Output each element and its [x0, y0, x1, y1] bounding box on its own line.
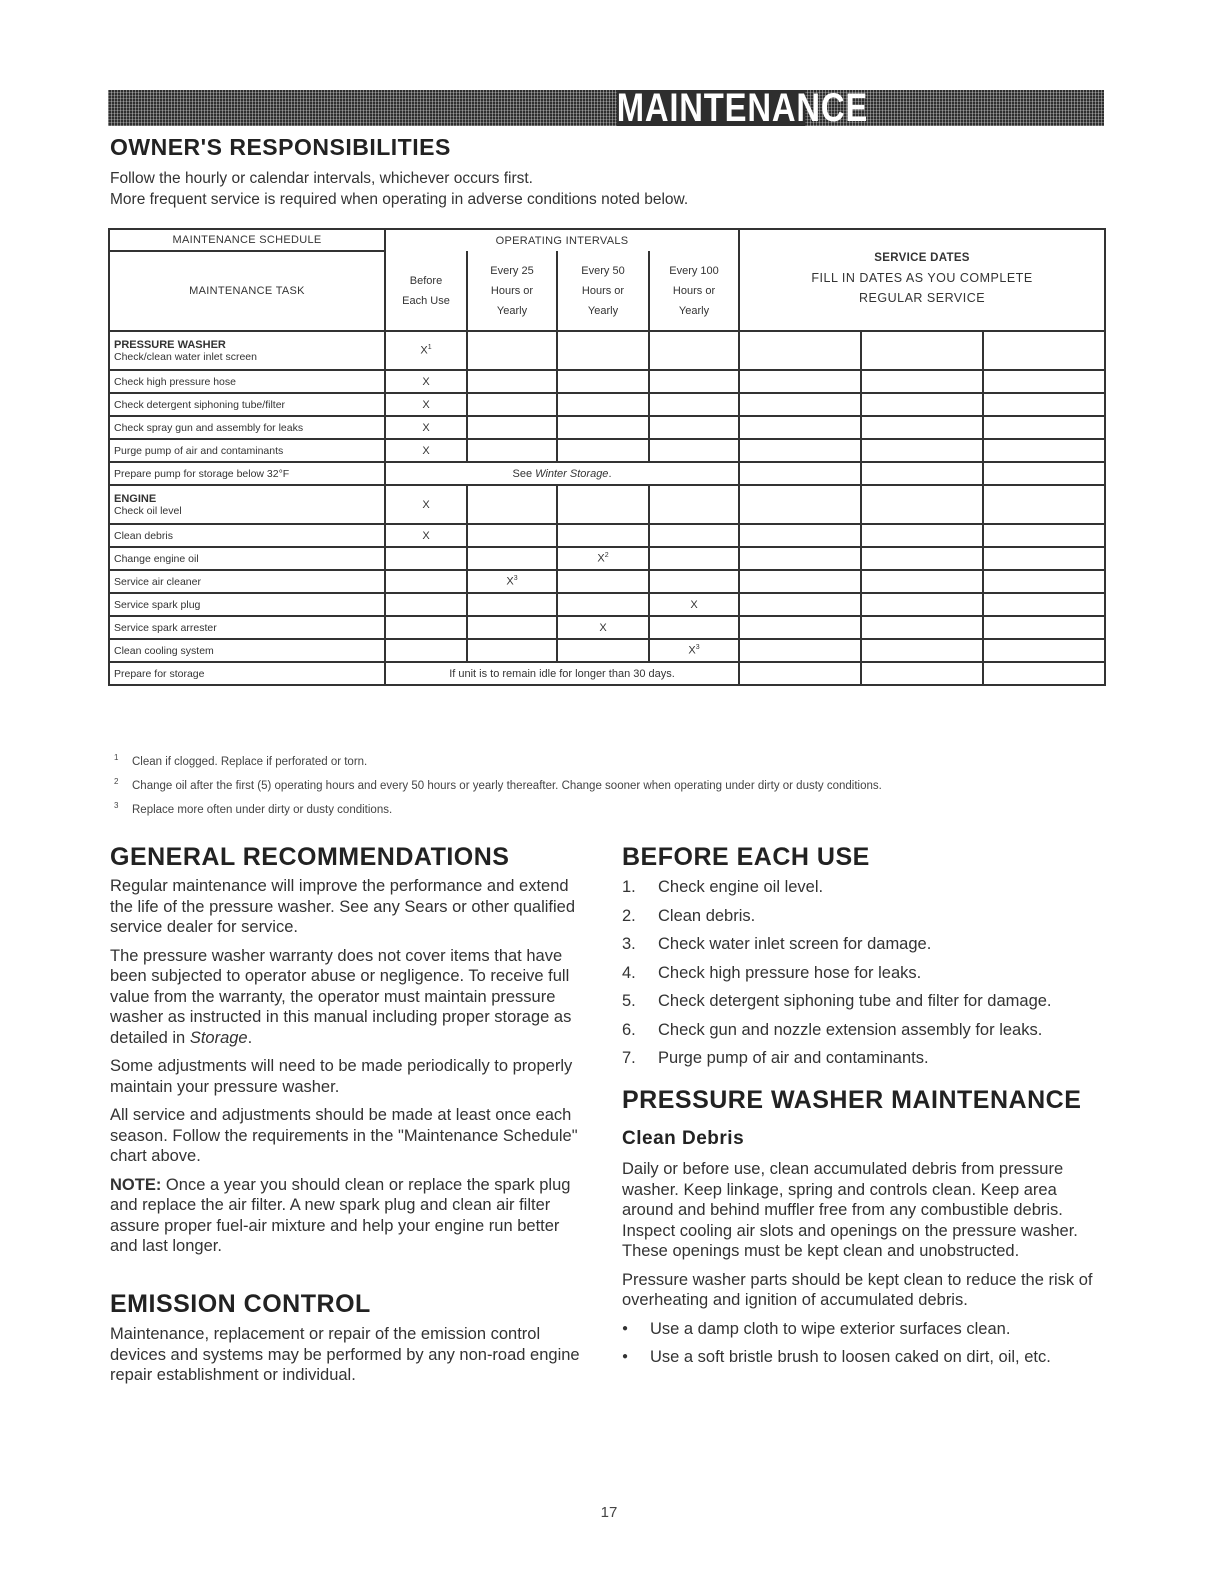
service-date-cell[interactable]: [983, 370, 1105, 393]
service-date-cell[interactable]: [861, 570, 983, 593]
interval-cell: [557, 639, 649, 662]
service-date-cell[interactable]: [739, 662, 861, 685]
step-number: 7.: [622, 1049, 636, 1067]
service-date-cell[interactable]: [861, 462, 983, 485]
service-date-cell[interactable]: [861, 331, 983, 370]
service-date-cell[interactable]: [861, 547, 983, 570]
task-cell: [109, 524, 385, 547]
interval-mark: X: [599, 621, 607, 634]
general-section: [110, 876, 590, 1265]
step-item: [622, 1020, 1122, 1049]
winter-storage-reference: Winter Storage: [535, 467, 609, 480]
step-text: Check gun and nozzle extension assembly for leaks.: [658, 1020, 1043, 1039]
general-paragraph: All service and adjustments should be made at least once each season. Follow the requirements in the "Maintenance Schedule" chart above.: [110, 1106, 578, 1165]
pwm-section: [622, 1159, 1108, 1375]
interval-cell: [385, 416, 467, 439]
interval-cell: [649, 370, 739, 393]
step-number: 2.: [622, 906, 636, 925]
step-text: Check detergent siphoning tube and filter for damage.: [658, 992, 1052, 1010]
task-label: Clean cooling system: [114, 644, 214, 657]
step-item: [622, 963, 1122, 992]
service-date-cell[interactable]: [861, 524, 983, 547]
footnote-text: Clean if clogged. Replace if perforated or torn.: [132, 756, 368, 768]
pwm-paragraph: Daily or before use, clean accumulated debris from pressure washer. Keep linkage, spring and controls clean. Keep area around and behind muffler free from any combustible debris. Inspect cooling air slots and openings on the pressure washer. These openings must be kept clean and unobstructed.: [622, 1160, 1078, 1260]
interval-cell: [557, 547, 649, 570]
task-label: Check detergent siphoning tube/filter: [114, 398, 286, 411]
step-item: [622, 877, 1122, 906]
footnote: [108, 798, 882, 822]
footnote-text: Change oil after the first (5) operating hours and every 50 hours or yearly thereafter. Change sooner when operating under dirty or dusty conditions.: [132, 780, 882, 792]
interval-cell: [467, 331, 557, 370]
step-text: Check water inlet screen for damage.: [658, 935, 932, 953]
hdr-task: MAINTENANCE TASK: [109, 251, 385, 331]
interval-cell: [649, 547, 739, 570]
bullet-item: [622, 1347, 1108, 1375]
interval-cell: [385, 439, 467, 462]
task-cell: [109, 547, 385, 570]
general-heading: GENERAL RECOMMENDATIONS: [110, 843, 510, 871]
task-cell: [109, 662, 385, 685]
service-date-cell[interactable]: [739, 547, 861, 570]
service-date-cell[interactable]: [739, 524, 861, 547]
task-cell: [109, 485, 385, 524]
interval-cell: [649, 331, 739, 370]
step-number: 3.: [622, 935, 636, 953]
interval-cell: [385, 639, 467, 662]
step-text: Check engine oil level.: [658, 878, 824, 896]
service-date-cell[interactable]: [739, 485, 861, 524]
service-date-cell[interactable]: [739, 370, 861, 393]
step-number: 6.: [622, 1020, 636, 1039]
interval-cell: [467, 416, 557, 439]
schedule-row: [109, 524, 1105, 547]
interval-cell: [467, 439, 557, 462]
service-date-cell[interactable]: [983, 662, 1105, 685]
task-cell: [109, 593, 385, 616]
service-date-cell[interactable]: [983, 331, 1105, 370]
service-date-cell[interactable]: [739, 616, 861, 639]
interval-cell: [649, 524, 739, 547]
schedule-body: [109, 331, 1105, 685]
interval-cell: [385, 331, 467, 370]
hdr-interval-50: [557, 251, 649, 331]
hdr-interval-100: [649, 251, 739, 331]
service-date-cell[interactable]: [739, 331, 861, 370]
hdr-interval-line: Before: [409, 274, 443, 287]
interval-note: [385, 462, 739, 485]
schedule-row: [109, 616, 1105, 639]
interval-cell: [467, 547, 557, 570]
service-date-cell[interactable]: [983, 416, 1105, 439]
task-cell: [109, 570, 385, 593]
task-cell: [109, 616, 385, 639]
task-label: Service air cleaner: [114, 575, 201, 588]
task-cell: [109, 331, 385, 370]
hdr-interval-line: Hours or: [581, 284, 625, 297]
interval-cell: [649, 439, 739, 462]
emission-text: Maintenance, replacement or repair of the emission control devices and systems may be performed by any non-road engine repair establishment or individual.: [110, 1325, 580, 1384]
service-date-cell[interactable]: [983, 547, 1105, 570]
task-label: Prepare for storage: [114, 667, 205, 680]
service-date-cell[interactable]: [739, 393, 861, 416]
footnote-number: 3: [114, 801, 119, 810]
service-date-cell[interactable]: [861, 616, 983, 639]
note-label: NOTE:: [110, 1175, 162, 1194]
interval-cell: [649, 485, 739, 524]
hdr-interval-line: Hours or: [672, 284, 716, 297]
task-cell: [109, 393, 385, 416]
task-label: Clean debris: [114, 529, 173, 542]
hdr-interval-line: Yearly: [587, 304, 619, 317]
general-paragraph: [110, 946, 590, 1049]
interval-mark: X: [688, 644, 696, 657]
interval-cell: [467, 639, 557, 662]
service-date-cell[interactable]: [983, 593, 1105, 616]
schedule-row: [109, 370, 1105, 393]
service-date-cell[interactable]: [983, 639, 1105, 662]
task-cell: [109, 462, 385, 485]
interval-cell: [385, 547, 467, 570]
footnote: [108, 750, 882, 774]
task-label: Check spray gun and assembly for leaks: [114, 421, 304, 434]
interval-cell: [557, 593, 649, 616]
footnote-ref: 3: [695, 644, 700, 652]
hdr-interval-line: Yearly: [678, 304, 710, 317]
service-date-cell[interactable]: [861, 593, 983, 616]
step-text: Check high pressure hose for leaks.: [658, 963, 922, 982]
interval-cell: [557, 616, 649, 639]
note-text: Once a year you should clean or replace the spark plug and replace the air filter. A new spark plug and clean air filter assure proper fuel-air mixture and help your engine run better and last longer.: [110, 1175, 571, 1255]
interval-cell: [385, 393, 467, 416]
hdr-service-sub1: FILL IN DATES AS YOU COMPLETE: [811, 271, 1033, 285]
hdr-interval-line: Every 25: [490, 264, 534, 277]
bullet-text: Use a damp cloth to wipe exterior surfaces clean.: [650, 1319, 1011, 1338]
step-item: [622, 991, 1122, 1020]
interval-cell: [467, 524, 557, 547]
interval-cell: [385, 485, 467, 524]
step-item: [622, 934, 1122, 963]
note-text: If unit is to remain idle for longer than 30 days.: [449, 667, 675, 680]
interval-cell: [467, 570, 557, 593]
hdr-interval-line: Hours or: [490, 284, 534, 297]
task-cell: [109, 439, 385, 462]
interval-cell: [649, 639, 739, 662]
schedule-row: [109, 639, 1105, 662]
task-label: Service spark arrester: [114, 621, 217, 634]
hdr-intervals: OPERATING INTERVALS: [385, 229, 739, 251]
text-run: The pressure washer warranty does not cover items that have been subjected to operator abuse or negligence. To receive full value from the warranty, the operator must maintain pressure washer as instructed in this manual including proper storage as detailed in: [110, 946, 572, 1047]
before-section: [622, 877, 1122, 1077]
bullet-icon: ●: [622, 1350, 629, 1362]
owners-intro: [110, 168, 688, 210]
hdr-interval-before: [385, 251, 467, 331]
service-date-cell[interactable]: [983, 462, 1105, 485]
service-date-cell[interactable]: [983, 524, 1105, 547]
interval-mark: X: [422, 398, 430, 411]
interval-mark: X: [690, 598, 698, 611]
interval-mark: X: [597, 552, 605, 565]
service-date-cell[interactable]: [861, 393, 983, 416]
schedule-row: [109, 485, 1105, 524]
interval-cell: [385, 524, 467, 547]
service-date-cell[interactable]: [983, 439, 1105, 462]
hdr-service-dates: [739, 229, 1105, 331]
interval-cell: [385, 593, 467, 616]
interval-cell: [649, 570, 739, 593]
before-steps-list: [622, 877, 1122, 1077]
text-run: .: [247, 1028, 253, 1047]
interval-cell: [557, 524, 649, 547]
general-paragraph: Some adjustments will need to be made periodically to properly maintain your pressure washer.: [110, 1057, 573, 1096]
pwm-bullets: [622, 1319, 1108, 1375]
footnote-number: 2: [114, 777, 119, 786]
service-date-cell[interactable]: [983, 570, 1105, 593]
interval-cell: [557, 570, 649, 593]
service-date-cell[interactable]: [739, 570, 861, 593]
task-cell: [109, 639, 385, 662]
schedule-row: [109, 570, 1105, 593]
service-date-cell[interactable]: [739, 416, 861, 439]
before-heading: BEFORE EACH USE: [622, 843, 870, 871]
service-date-cell[interactable]: [739, 462, 861, 485]
hdr-interval-25: [467, 251, 557, 331]
schedule-row: [109, 593, 1105, 616]
service-date-cell[interactable]: [739, 439, 861, 462]
hdr-schedule: MAINTENANCE SCHEDULE: [109, 229, 385, 251]
schedule-row: [109, 439, 1105, 462]
interval-cell: [467, 393, 557, 416]
clean-debris-subheading: Clean Debris: [622, 1128, 745, 1149]
task-label: Check oil level: [114, 504, 182, 517]
general-paragraph: Regular maintenance will improve the performance and extend the life of the pressure washer. See any Sears or other qualified service dealer for service.: [110, 877, 576, 936]
owners-line: More frequent service is required when operating in adverse conditions noted below.: [110, 191, 689, 208]
step-item: [622, 906, 1122, 935]
task-cell: [109, 370, 385, 393]
step-number: 1.: [622, 878, 636, 896]
pwm-paragraph: Pressure washer parts should be kept clean to reduce the risk of overheating and ignition of accumulated debris.: [622, 1270, 1093, 1309]
service-date-cell[interactable]: [861, 485, 983, 524]
interval-mark: X: [422, 421, 430, 434]
footnote: [108, 774, 882, 798]
task-label: Check/clean water inlet screen: [114, 350, 257, 363]
bullet-item: [622, 1319, 1108, 1347]
interval-cell: [649, 393, 739, 416]
interval-mark: X: [420, 344, 428, 357]
service-date-cell[interactable]: [861, 439, 983, 462]
step-text: Clean debris.: [658, 906, 756, 925]
owners-line: Follow the hourly or calendar intervals, whichever occurs first.: [110, 170, 533, 187]
owners-heading: OWNER'S RESPONSIBILITIES: [110, 134, 451, 160]
service-date-cell[interactable]: [861, 639, 983, 662]
service-date-cell[interactable]: [861, 370, 983, 393]
interval-cell: [557, 331, 649, 370]
task-cell: [109, 416, 385, 439]
footnote-ref: 1: [427, 344, 432, 352]
emission-section: [110, 1324, 590, 1394]
interval-cell: [385, 370, 467, 393]
step-number: 4.: [622, 963, 636, 982]
schedule-row: [109, 393, 1105, 416]
service-date-cell[interactable]: [861, 416, 983, 439]
schedule-row: [109, 462, 1105, 485]
task-label: Purge pump of air and contaminants: [114, 444, 284, 457]
interval-cell: [649, 416, 739, 439]
maintenance-schedule-table: [108, 228, 1106, 686]
task-label: Check high pressure hose: [114, 375, 236, 388]
hdr-interval-line: Each Use: [402, 294, 450, 307]
general-note: [110, 1175, 590, 1257]
interval-cell: [385, 616, 467, 639]
interval-cell: [467, 593, 557, 616]
task-label: Prepare pump for storage below 32°F: [114, 467, 290, 480]
storage-reference: Storage: [189, 1028, 248, 1047]
interval-mark: X: [422, 375, 430, 388]
section-label: PRESSURE WASHER: [114, 338, 226, 351]
interval-cell: [649, 593, 739, 616]
step-number: 5.: [622, 992, 636, 1010]
schedule-row: [109, 547, 1105, 570]
hdr-interval-line: Every 50: [581, 264, 625, 277]
footnote-number: 1: [114, 753, 119, 762]
interval-cell: [467, 370, 557, 393]
interval-cell: [557, 370, 649, 393]
service-date-cell[interactable]: [983, 393, 1105, 416]
service-date-cell[interactable]: [983, 485, 1105, 524]
task-label: Change engine oil: [114, 552, 199, 565]
note-text: .: [608, 467, 612, 480]
note-text: See: [512, 467, 536, 480]
page-number: 17: [600, 1504, 618, 1521]
bullet-text: Use a soft bristle brush to loosen caked on dirt, oil, etc.: [650, 1347, 1051, 1366]
footnote-ref: 2: [604, 552, 609, 560]
footnote-ref: 3: [513, 575, 518, 583]
interval-cell: [557, 439, 649, 462]
footnotes: [108, 750, 882, 822]
service-date-cell[interactable]: [861, 662, 983, 685]
interval-cell: [385, 570, 467, 593]
section-label: ENGINE: [114, 492, 157, 505]
interval-mark: X: [422, 498, 430, 511]
bullet-icon: ●: [622, 1322, 629, 1334]
banner-title: MAINTENANCE: [616, 86, 869, 130]
task-label: Service spark plug: [114, 598, 201, 611]
interval-mark: X: [422, 529, 430, 542]
pwm-heading: PRESSURE WASHER MAINTENANCE: [622, 1086, 1082, 1114]
hdr-service-title: SERVICE DATES: [874, 252, 970, 264]
step-text: Purge pump of air and contaminants.: [658, 1049, 929, 1067]
service-date-cell[interactable]: [739, 639, 861, 662]
step-item: [622, 1048, 1122, 1077]
interval-cell: [649, 616, 739, 639]
footnote-text: Replace more often under dirty or dusty conditions.: [132, 804, 393, 816]
emission-heading: EMISSION CONTROL: [110, 1290, 371, 1318]
hdr-service-sub2: REGULAR SERVICE: [859, 291, 986, 305]
interval-cell: [557, 393, 649, 416]
schedule-row: [109, 662, 1105, 685]
interval-cell: [467, 616, 557, 639]
interval-mark: X: [422, 444, 430, 457]
hdr-interval-line: Every 100: [669, 264, 719, 277]
maintenance-banner: [108, 86, 1104, 130]
interval-cell: [467, 485, 557, 524]
interval-cell: [557, 416, 649, 439]
service-date-cell[interactable]: [983, 616, 1105, 639]
interval-mark: X: [506, 575, 514, 588]
service-date-cell[interactable]: [739, 593, 861, 616]
interval-note: [385, 662, 739, 685]
hdr-interval-line: Yearly: [496, 304, 528, 317]
schedule-row: [109, 416, 1105, 439]
schedule-row: [109, 331, 1105, 370]
interval-cell: [557, 485, 649, 524]
